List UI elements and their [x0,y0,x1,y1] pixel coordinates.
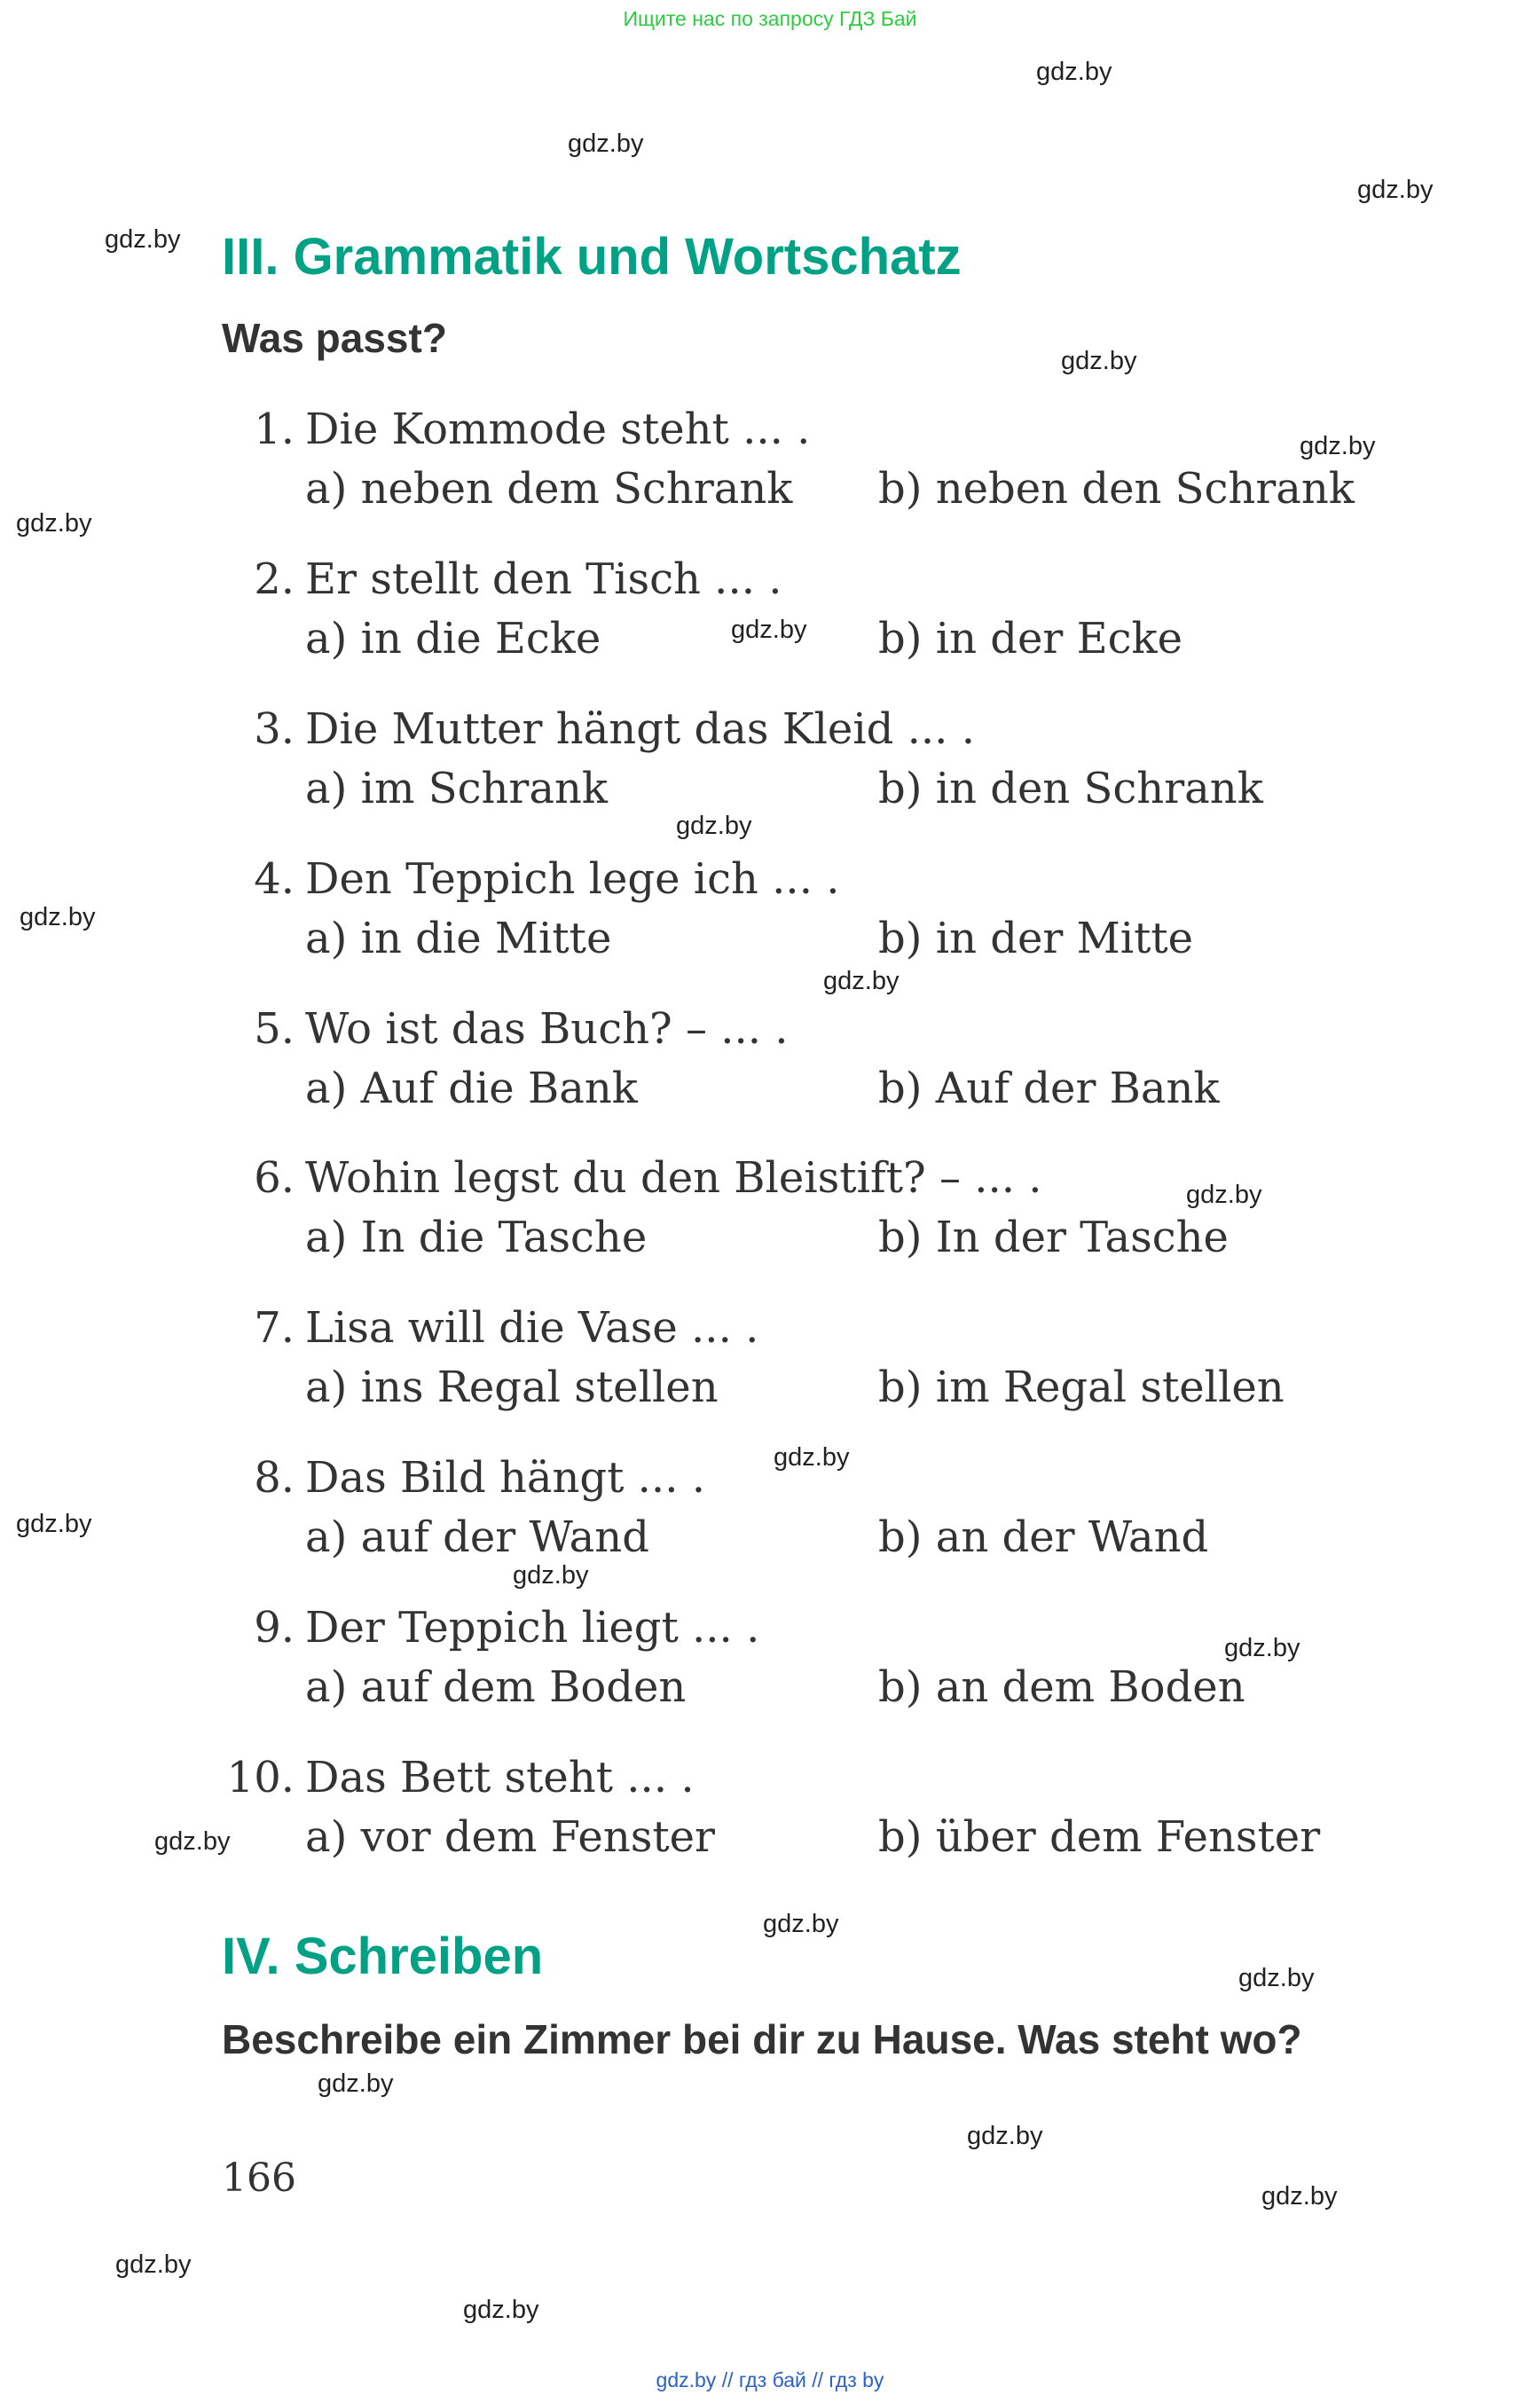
item-question: Die Mutter hängt das Kleid ... . [305,704,975,754]
item-number: 8. [254,1453,295,1503]
item-number: 7. [254,1303,295,1353]
watermark: gdz.by [115,2250,192,2279]
option-a: a) im Schrank [305,764,608,813]
top-banner: Ищите нас по запросу ГДЗ Бай [623,7,917,30]
section-title: IV. Schreiben [222,1928,544,1985]
item-number: 2. [254,554,295,604]
page-number: 166 [222,2156,296,2201]
option-a: a) ins Regal stellen [305,1362,719,1412]
item-number: 1. [254,404,295,454]
option-a: a) vor dem Fenster [305,1812,715,1862]
watermark: gdz.by [676,812,752,840]
watermark: gdz.by [20,903,96,931]
item-question: Den Teppich lege ich ... . [305,854,840,904]
watermark: gdz.by [1261,2182,1338,2211]
option-b: b) Auf der Bank [878,1064,1220,1113]
option-a: a) Auf die Bank [305,1064,638,1113]
watermark: gdz.by [774,1443,850,1472]
option-a: a) in die Mitte [305,914,612,963]
item-number: 3. [254,704,295,754]
option-a: a) neben dem Schrank [305,464,793,514]
option-b: b) an der Wand [878,1512,1209,1562]
watermark: gdz.by [1036,58,1112,86]
watermark: gdz.by [463,2296,539,2324]
item-question: Der Teppich liegt ... . [305,1603,760,1653]
item-question: Wo ist das Buch? – ... . [305,1004,789,1054]
item-question: Lisa will die Vase ... . [305,1303,759,1353]
footer-links[interactable]: gdz.by // гдз бай // гдз by [656,2368,884,2391]
watermark: gdz.by [1061,347,1137,375]
option-b: b) über dem Fenster [878,1812,1321,1862]
option-a: a) auf dem Boden [305,1662,687,1712]
watermark: gdz.by [105,225,181,254]
watermark: gdz.by [154,1827,231,1856]
option-b: b) neben den Schrank [878,464,1355,514]
section-title: III. Grammatik und Wortschatz [222,228,962,286]
option-a: a) auf der Wand [305,1512,649,1562]
option-b: b) im Regal stellen [878,1362,1285,1412]
watermark: gdz.by [1224,1634,1300,1662]
item-number: 9. [254,1603,295,1653]
option-b: b) In der Tasche [878,1213,1229,1262]
watermark: gdz.by [823,967,900,995]
watermark: gdz.by [967,2122,1043,2150]
item-question: Die Kommode steht ... . [305,404,811,454]
watermark: gdz.by [513,1561,589,1590]
option-b: b) in den Schrank [878,764,1263,813]
exercise-instruction: Was passt? [222,315,447,361]
watermark: gdz.by [1238,1964,1315,1992]
item-question: Das Bild hängt ... . [305,1453,705,1503]
option-a: a) In die Tasche [305,1213,648,1262]
item-number: 5. [254,1004,295,1054]
watermark: gdz.by [16,509,92,538]
exercise-instruction: Beschreibe ein Zimmer bei dir zu Hause. Was steht wo? [222,2016,1302,2062]
watermark: gdz.by [318,2069,394,2098]
item-number: 10. [226,1753,295,1802]
option-b: b) in der Mitte [878,914,1194,963]
item-question: Er stellt den Tisch ... . [305,554,782,604]
watermark: gdz.by [16,1510,92,1538]
watermark: gdz.by [1186,1181,1262,1209]
item-number: 4. [254,854,295,904]
option-a: a) in die Ecke [305,614,601,664]
watermark: gdz.by [763,1910,839,1938]
watermark: gdz.by [731,616,807,644]
option-b: b) an dem Boden [878,1662,1245,1712]
watermark: gdz.by [1300,432,1376,460]
watermark: gdz.by [1357,176,1434,204]
item-number: 6. [254,1153,295,1203]
option-b: b) in der Ecke [878,614,1182,664]
watermark: gdz.by [568,130,644,158]
item-question: Wohin legst du den Bleistift? – ... . [305,1153,1042,1203]
item-question: Das Bett steht ... . [305,1753,695,1802]
